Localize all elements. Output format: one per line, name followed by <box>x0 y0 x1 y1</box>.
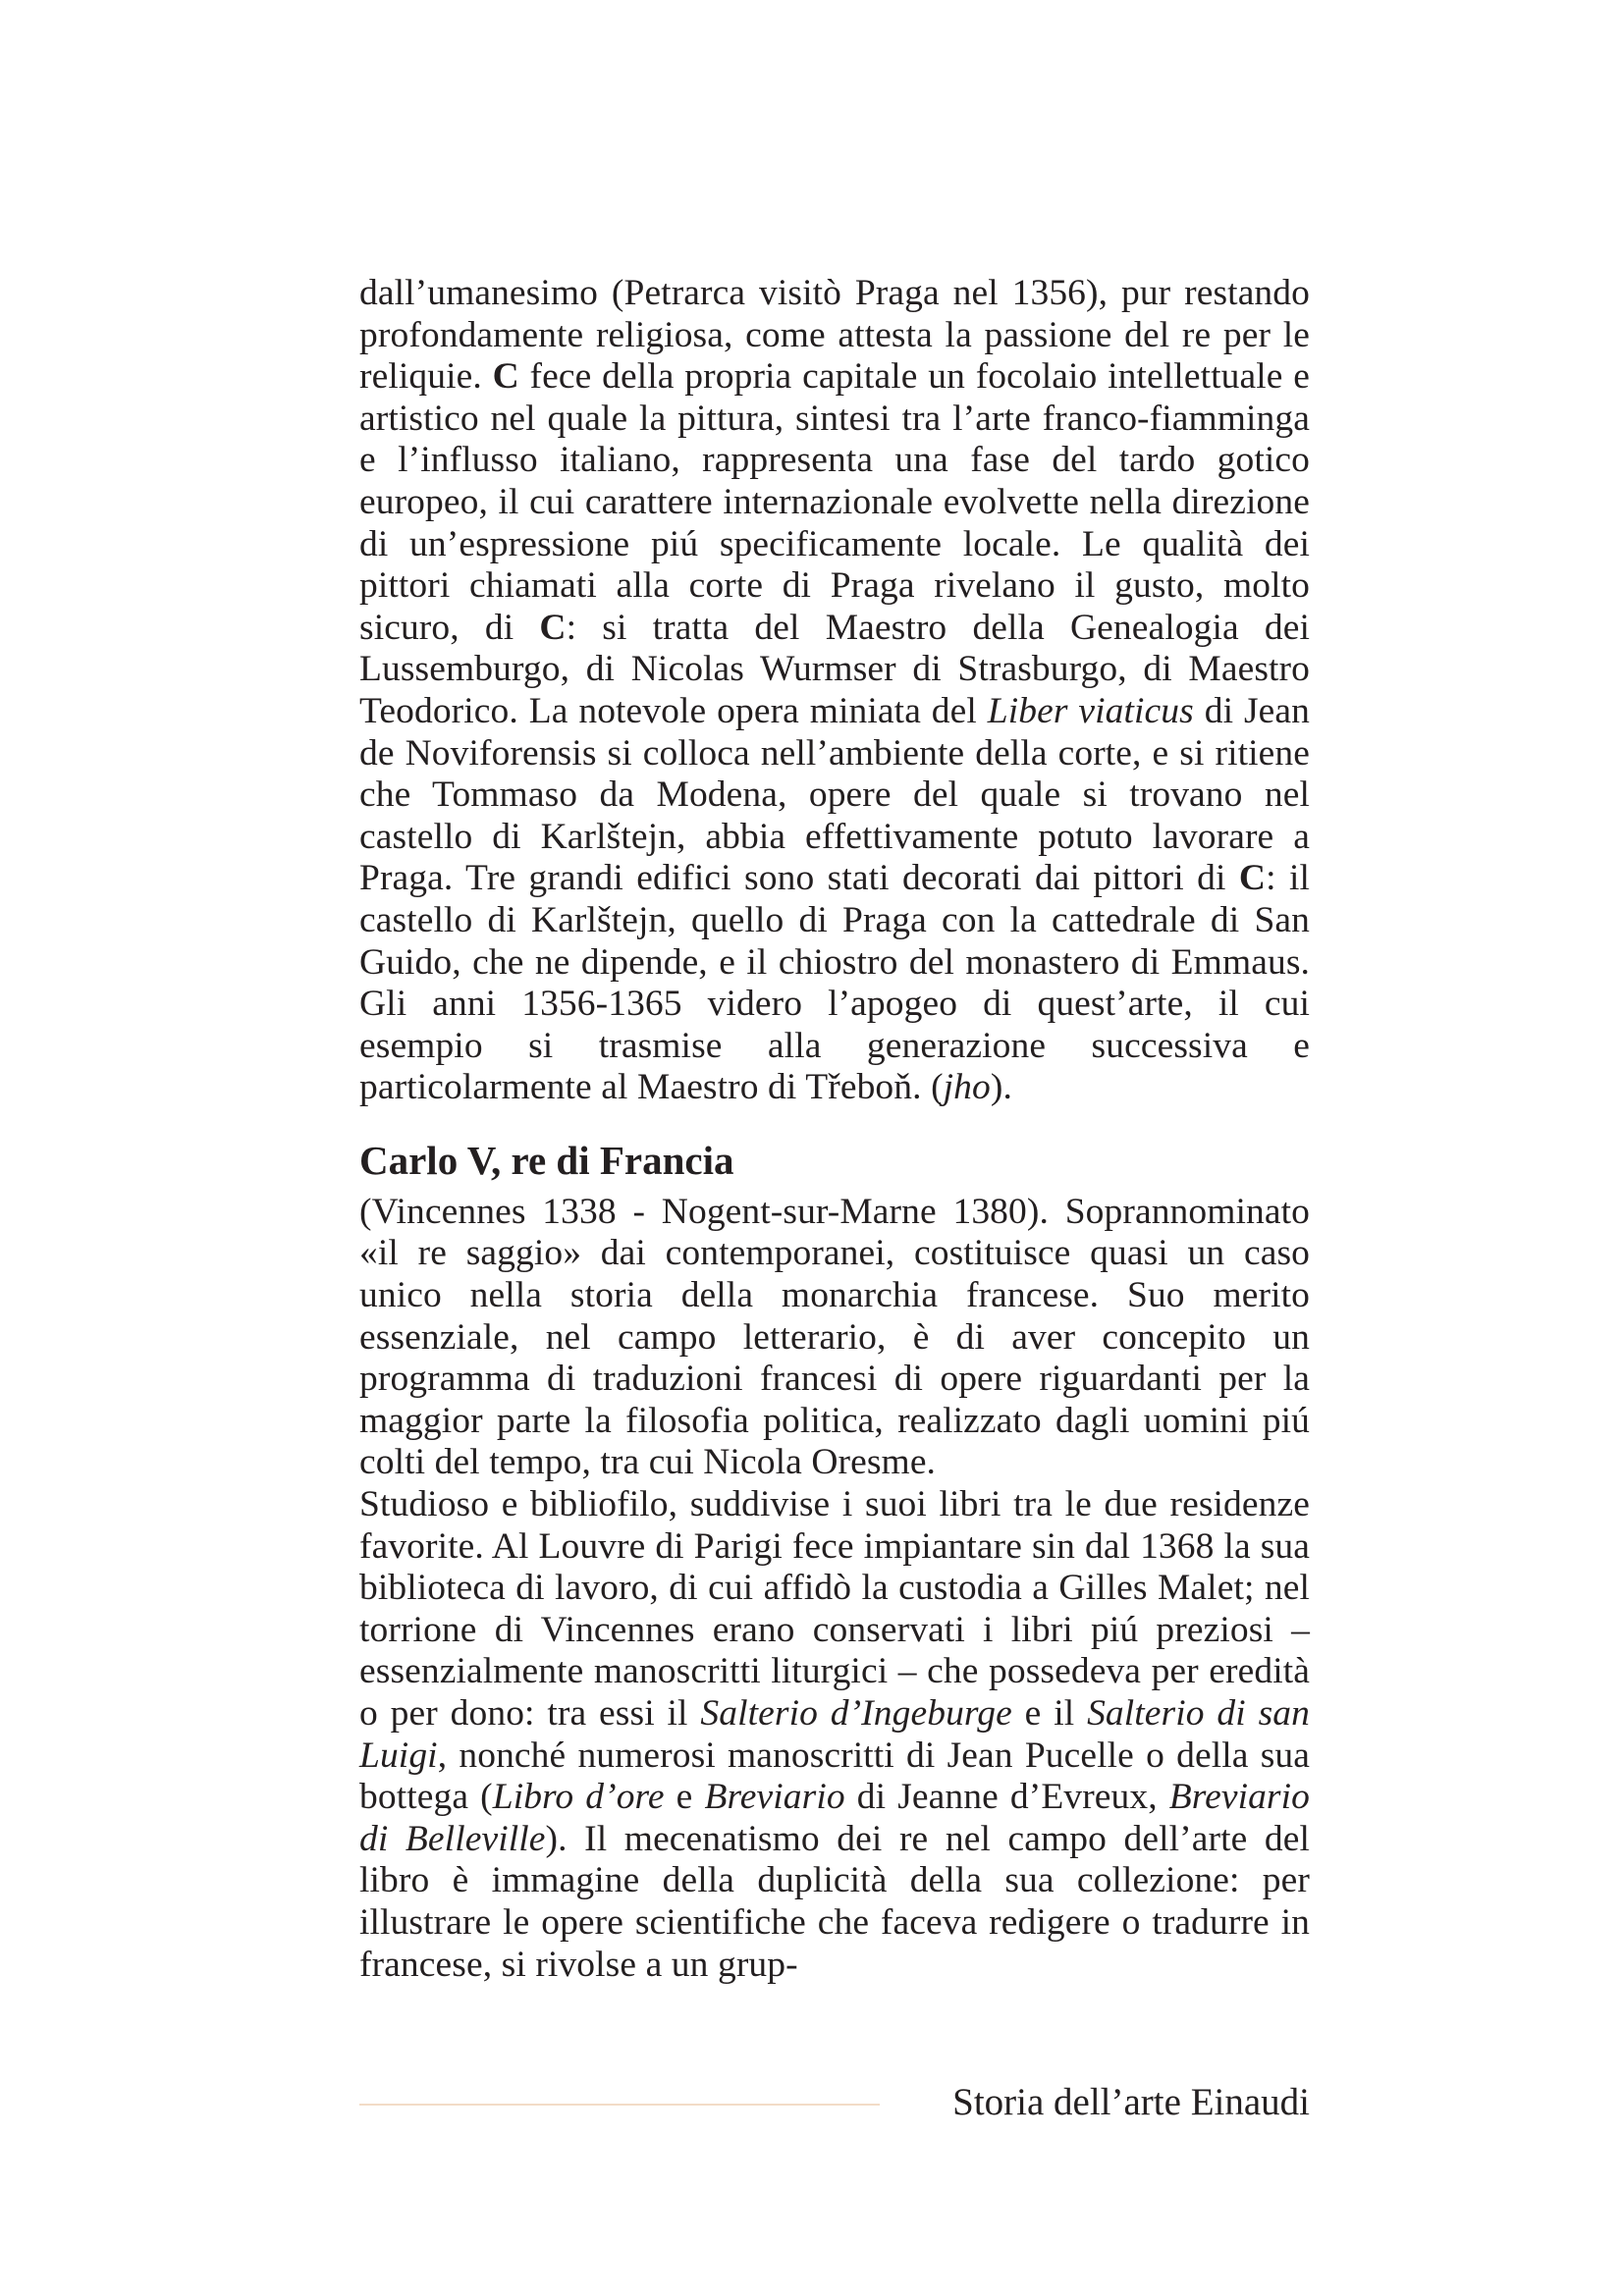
text-run: e il <box>1011 1693 1088 1734</box>
italic-title: jho <box>943 1067 991 1108</box>
text-run: : si tratta del Maestro della Genealogia dei Lussemburgo, di Nicolas Wurmser di Strasburgo, di Maestro Teodorico. La notevole opera miniata del <box>359 607 1310 731</box>
text-run: di Jean de Noviforensis si colloca nell’ambiente della corte, e si ritiene che Tommaso da Modena, opere del quale si trovano nel castello di Karlštejn, abbia effettivamente potuto lavorare a Praga. Tre grandi edifici sono stati decorati dai pittori di <box>359 690 1310 899</box>
text-run: (Vincennes 1338 - Nogent-sur-Marne 1380). Soprannominato «il re saggio» dai contemporanei, costituisce quasi un caso unico nella storia della monarchia francese. Suo merito essenziale, nel campo letterario, è di aver concepito un programma di traduzioni francesi di opere riguardanti per la maggior parte la filosofia politica, realizzato dagli uomini piú colti del tempo, tra cui Nicola Oresme. <box>359 1191 1310 1483</box>
entry-heading: Carlo V, re di Francia <box>359 1137 734 1183</box>
italic-title: Salterio d’Ingeburge <box>700 1693 1012 1734</box>
text-run: ). Il mecenatismo dei re nel campo dell’arte del libro è immagine della duplicità della sua collezione: per illustrare le opere scientifiche che faceva redigere o tradurre in francese, si rivolse a un grup- <box>359 1818 1311 1985</box>
page-footer <box>359 2077 1310 2132</box>
text-run: , nonché numerosi manoscritti di Jean Pucelle o della sua bottega ( <box>359 1735 1310 1818</box>
text-run: fece della propria capitale un focolaio intellettuale e artistico nel quale la pittura, sintesi tra l’arte franco-fiamminga e l’influsso italiano, rappresenta una fase del tardo gotico europeo, il cui carattere internazionale evolvette nella direzione di un’espressione piú specificamente locale. Le qualità dei pittori chiamati alla corte di Praga rivelano il gusto, molto sicuro, di <box>359 356 1310 648</box>
italic-title: Liber viaticus <box>987 690 1194 731</box>
text-run: di Jeanne d’Evreux, <box>844 1777 1169 1818</box>
text-run: dall’umanesimo (Petrarca visitò Praga nel 1356), pur restando profondamente religiosa, come attesta la passione del re per le reliquie. <box>359 273 1310 398</box>
italic-title: Breviario di Belleville <box>359 1777 1310 1859</box>
bold-abbreviation: C <box>539 607 567 648</box>
text-run: : il castello di Karlštejn, quello di Praga con la cattedrale di San Guido, che ne dipende, e il chiostro del monastero di Emmaus. Gli anni 1356-1365 videro l’apogeo di quest’arte, il cui esempio si trasmise alla generazione successiva e particolarmente al Maestro di Třeboň. ( <box>359 858 1310 1108</box>
footer-rule <box>359 2104 880 2106</box>
text-run: e <box>664 1777 705 1818</box>
footer-publisher-label: Storia dell’arte Einaudi <box>952 2081 1310 2123</box>
paragraph-2 <box>359 1192 1310 1484</box>
page-body <box>359 273 1310 1986</box>
italic-title: Breviario <box>704 1777 845 1818</box>
italic-title: Libro d’ore <box>492 1777 665 1818</box>
paragraph-1 <box>359 273 1310 1109</box>
italic-title: Salterio di san Luigi <box>359 1693 1310 1776</box>
text-run: ). <box>990 1067 1012 1108</box>
bold-abbreviation: C <box>1238 858 1267 899</box>
text-run: Studioso e bibliofilo, suddivise i suoi libri tra le due residenze favorite. Al Louvre di Parigi fece impiantare sin dal 1368 la sua biblioteca di lavoro, di cui affidò la custodia a Gilles Malet; nel torrione di Vincennes erano conservati i libri piú preziosi – essenzialmente manoscritti liturgici – che possedeva per eredità o per dono: tra essi il <box>359 1484 1310 1734</box>
bold-abbreviation: C <box>492 356 519 398</box>
paragraph-3 <box>359 1484 1310 1986</box>
